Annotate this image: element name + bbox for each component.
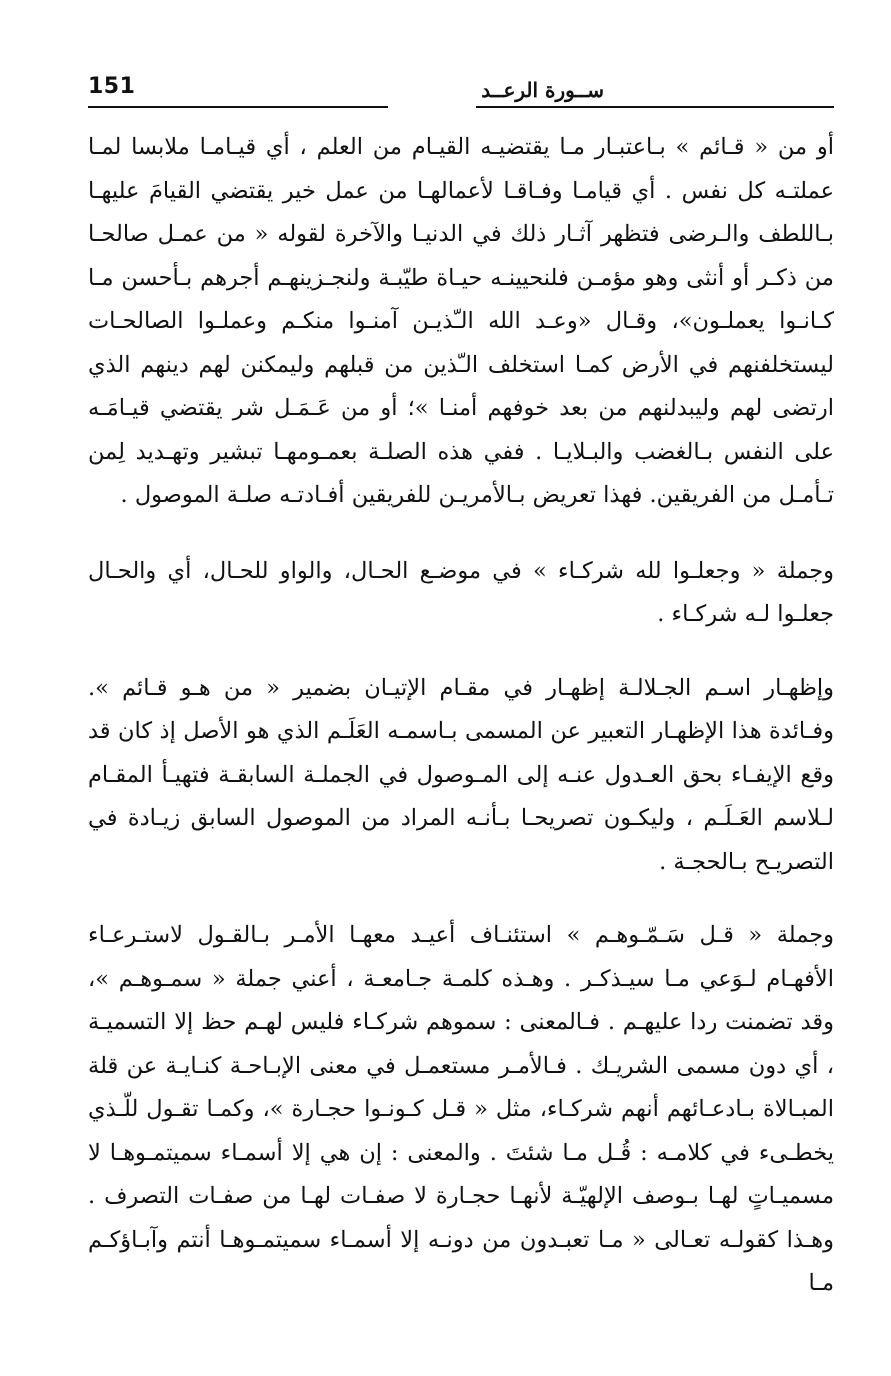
paragraph-3: وإظهـار اسـم الجـلالـة إظهـار في مقـام الإتيـان بضمير « من هـو قـائم ». وفـائدة هذا الإظهـار التعبير عن المسمى بـاسمـه العَلَـم الذي هو الأصل إذ كان قد وقع الإيفـاء بحق العـدول عنـه إلى المـوصول في الجملـة السابقـة فتهيـأ المقـام لـلاسم العَـلَـم ، وليكـون تصريحـا بـأنـه المراد من الموصول السابق زيـادة في التصريـح بـالحجـة . [88, 674, 834, 875]
page-number: 151 [88, 74, 136, 99]
chapter-title: ســورة الرعــد [481, 78, 604, 102]
paragraph-2: وجملة « وجعلـوا لله شركـاء » في موضـع الحـال، والواو للحـال، أي والحـال جعلـوا لـه شركـاء . [88, 557, 834, 627]
page-header [88, 72, 834, 112]
paragraph-4: وجملة « قـل سَـمّـوهـم » استئنـاف أعيـد معهـا الأمـر بـالقـول لاستـرعـاء الأفهـام لـوَعي مـا سيـذكـر . وهـذه كلمـة جـامعـة ، أعني جملة « سمـوهـم »، وقد تضمنت ردا عليهـم . فـالمعنى : سموهم شركـاء فليس لهـم حظ إلا التسميـة ، أي دون مسمى الشريـك . فـالأمـر مستعمـل في معنى الإبـاحـة كنـايـة عن قلة المبـالاة بـادعـائهم أنهم شركـاء، مثل « قـل كـونـوا حجـارة »، وكمـا تقـول للّـذي يخطـىء في كلامـه : قُـل مـا شئتَ . والمعنى : إن هي إلا أسمـاء سميتمـوهـا لا مسميـاتٍ لهـا بـوصف الإلهيّـة لأنهـا حجـارة لا صفـات لهـا من صفـات التصرف . وهـذا كقولـه تعـالى « مـا تعبـدون من دونـه إلا أسمـاء سميتمـوهـا أنتم وآبـاؤكـم مـا [88, 922, 834, 1296]
header-rule-right [476, 106, 834, 108]
page-body [88, 126, 834, 1306]
paragraph-gap [88, 518, 834, 550]
header-rule-left [88, 106, 388, 108]
paragraph-1: أو من « قـائم » بـاعتبـار مـا يقتضيـه القيـام من العلم ، أي قيـامـا ملابسا لمـا عملتـه كل نفس . أي قيامـا وفـاقـا لأعمالهـا من عمل خير يقتضي القيامَ عليهـا بـاللطف والـرضى فتظهر آثـار ذلك في الدنيـا والآخرة لقوله « من عمـل صالحـا من ذكـر أو أنثى وهو مؤمـن فلنحيينـه حيـاة طيّبـة ولنجـزينهـم أجرهم بـأحسن مـا كـانـوا يعملـون»، وقـال «وعـد الله الـّذيـن آمنـوا منكـم وعملـوا الصالحـات ليستخلفنهم في الأرض كمـا استخلف الـّذين من قبلهم وليمكنن لهم دينهم الذي ارتضى لهم وليبدلنهم من بعد خوفهم أمنـا »؛ أو من عَـمَـل شر يقتضي قيـامَـه على النفس بـالغضب والبـلايـا . ففي هذه الصلـة بعمـومهـا تبشير وتهـديد لِمن تـأمـل من الفريقين. فهذا تعريض بـالأمريـن للفريقين أفـادتـه صلـة الموصول . [88, 134, 834, 508]
paragraph-gap [88, 637, 834, 667]
paragraph-gap [88, 884, 834, 914]
